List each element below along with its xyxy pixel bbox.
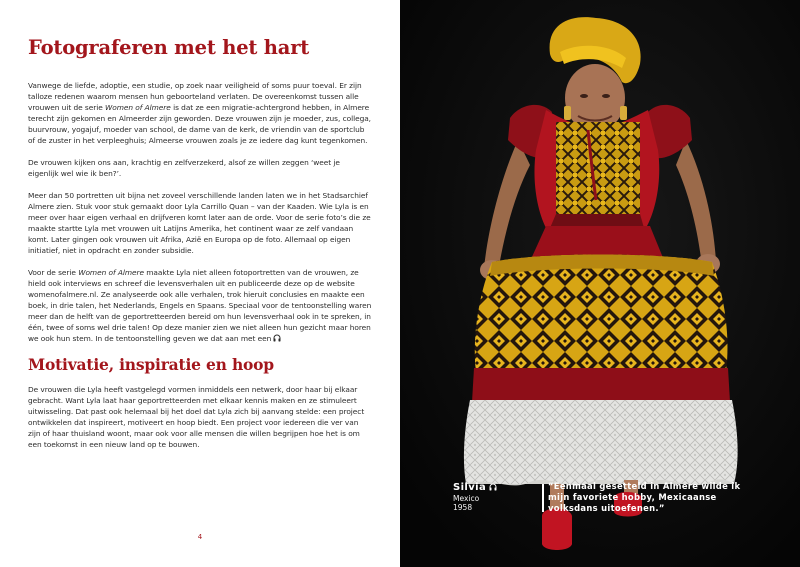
page-number: 4 [197,533,203,541]
paragraph-motivation: De vrouwen die Lyla heeft vastgelegd vormen inmiddels een netwerk, door haar bij elkaar gebracht. Want Lyla laat haar geportretteerden met elkaar kennis maken en ze stimuleert uitwisseling. Dat past ook helemaal bij het doel dat Lyla zich bij aanvang stelde: een project ontwikkelen dat inspireert, motiveert en hoop biedt. Een project voor iedereen die ver van zijn of haar thuisland woont, maar ook voor alle mensen die willen begrijpen hoe het is om een toekomst in een nieuw land op te bouwen. [28,384,365,450]
section-heading: Motivatie, inspiratie en hoop [28,354,274,374]
subject-quote: “Eenmaal gesetteld in Almere wilde ik mijn favoriete hobby, Mexicaanse volksdans uitoefenen.” [548,481,741,514]
paragraph-series: Voor de serie Women of Almere maakte Lyla niet alleen fotoportretten van de vrouwen, ze hield ook interviews en schreef die levensverhalen uit en publiceerde deze op de website womenofalmere.nl. Ze analyseerde ook alle verhalen, trok hieruit conclusies en maakte een boek, in drie talen, het Nederlands, Engels en Spaans. Speciaal voor de tentoonstelling waren meer dan de helft van de geportretteerden bereid om hun levensverhaal ook in te spreken, in één, twee of soms wel drie talen! Op deze manier zien we niet alleen hun gezicht maar horen we ook hun stem. In de tentoonstelling geven we dat aan met een [28,267,372,344]
quote-divider [542,484,544,512]
headphones-icon[interactable] [489,483,497,491]
paragraph-intro: Vanwege de liefde, adoptie, een studie, op zoek naar veiligheid of soms puur toeval. Er zijn talloze redenen waarom mensen hun geboorteland verlaten. De overeenkomst tussen alle vrouwen uit de serie Women of Almere is dat ze een migratie-achtergrond hebben, in Almere terecht zijn gekomen en Almeerder zijn geworden. Deze vrouwen zijn je moeder, zus, collega, buurvrouw, yogajuf, moeder van school, de dame van de kerk, de vriendin van de sportclub of de zuster in het verpleeghuis; Almeerse vrouwen zoals je ze iedere dag kunt tegenkomen. [28,81,371,146]
photo-page [400,0,800,567]
subject-year: 1958 [453,503,473,512]
subject-name: Silvia [453,482,497,493]
page-title: Fotograferen met het hart [28,36,310,59]
paragraph-gaze: De vrouwen kijken ons aan, krachtig en zelfverzekerd, alsof ze willen zeggen ‘weet je eigenlijk wel wie ik ben?’. [28,158,340,179]
subject-country: Mexico [453,494,480,503]
headphones-icon [273,334,281,342]
paragraph-portraits: Meer dan 50 portretten uit bijna net zoveel verschillende landen laten we in het Stadsarchief Almere zien. Stuk voor stuk gemaakt door Lyla Carrillo Quan – van der Kaaden. Wie Lyla is en meer over haar eigen verhaal en drijfveren komt later aan de orde. Voor de serie foto’s die ze maakte startte Lyla met vrouwen uit Latijns Amerika, het continent waar ze zelf vandaan komt. Later gingen ook vrouwen uit Afrika, Azië en Europa op de foto. Allemaal op eigen initiatief, niet in opdracht en zonder subsidie. [28,190,371,256]
